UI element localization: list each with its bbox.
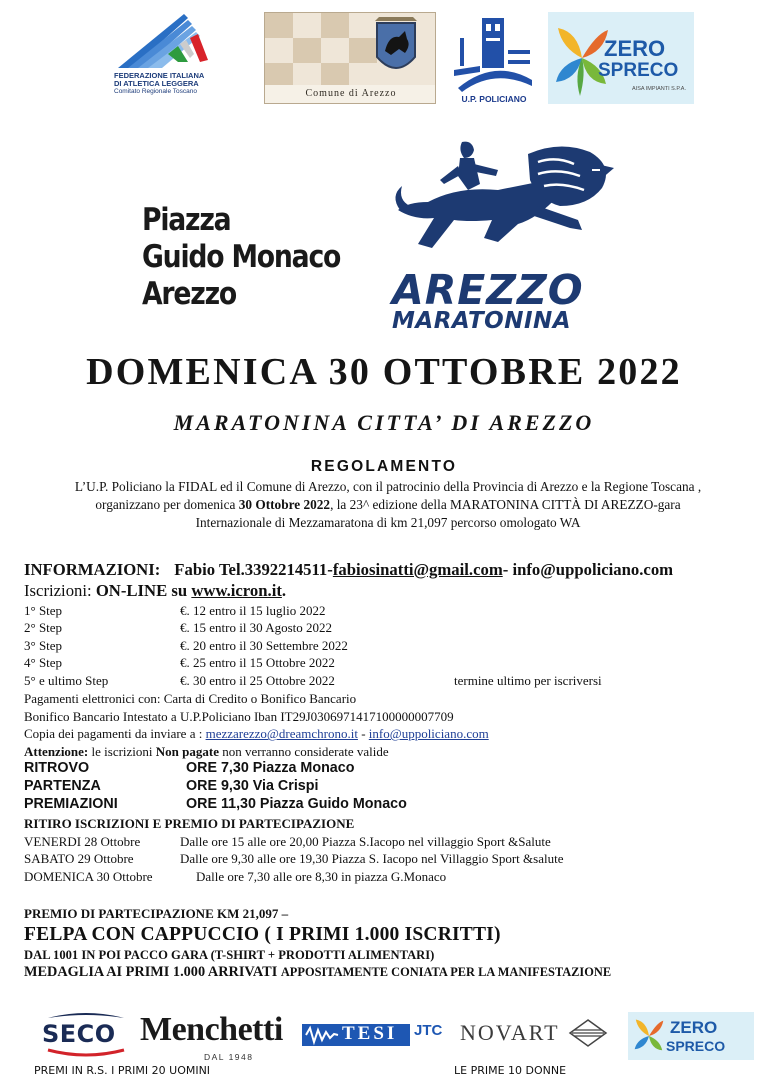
attention-label: Attenzione: — [24, 743, 89, 759]
tesi-wave-icon — [304, 1024, 340, 1046]
premio-felpa: FELPA CON CAPPUCCIO ( I PRIMI 1.000 ISCRITTI) — [24, 924, 501, 945]
step-price: €. 30 entro il 25 Ottobre 2022 — [180, 672, 335, 688]
ritiro-row — [24, 850, 564, 868]
seco-word: SECO — [42, 1020, 116, 1048]
novart-logo — [460, 1016, 610, 1050]
step-label: 2° Step — [24, 620, 63, 636]
medaglia-a: MEDAGLIA AI PRIMI 1.000 ARRIVATI — [24, 964, 281, 980]
schedule-key: PREMIAZIONI — [24, 796, 118, 812]
attention-text-b: Non pagate — [155, 743, 219, 759]
tesi-logo — [302, 1020, 444, 1050]
jtc-word: JTC — [414, 1022, 443, 1039]
intro-line-2c: , la 23^ edizione della MARATONINA CITTÀ DI AREZZO-gara — [330, 497, 681, 512]
premio-head: PREMIO DI PARTECIPAZIONE KM 21,097 – — [24, 906, 289, 921]
schedule-key: PARTENZA — [24, 778, 101, 794]
spreco-word: SPRECO — [666, 1038, 726, 1054]
payments-line-3 — [24, 725, 489, 743]
info-email-link[interactable]: fabiosinatti@gmail.com — [332, 560, 503, 579]
menchetti-since: DAL 1948 — [204, 1052, 254, 1062]
fidal-line3: Comitato Regionale Toscano — [114, 88, 197, 95]
medaglia-b: APPOSITAMENTE CONIATA PER LA MANIFESTAZIONE — [280, 965, 612, 979]
comune-label: Comune di Arezzo — [265, 85, 436, 103]
step-label: 4° Step — [24, 655, 63, 671]
event-date-title: DOMENICA 30 OTTOBRE 2022 — [86, 351, 682, 393]
zero-word: ZERO — [604, 36, 666, 61]
event-subtitle: MARATONINA CITTA’ DI AREZZO — [173, 410, 595, 435]
intro-line-2 — [18, 496, 758, 514]
spreco-word: SPRECO — [598, 60, 679, 81]
up-policiano-logo — [452, 10, 536, 106]
ritiro-title: RITIRO ISCRIZIONI E PREMIO DI PARTECIPAZIONE — [24, 816, 355, 831]
zero-company: AISA IMPIANTI S.P.A. — [632, 86, 687, 92]
ritiro-text: Dalle ore 15 alle ore 20,00 Piazza S.Iacopo nel villaggio Sport &Salute — [180, 833, 551, 849]
schedule-key: RITROVO — [24, 760, 90, 776]
fidal-line2: DI ATLETICA LEGGERA — [114, 79, 199, 88]
zero-spreco-logo — [548, 12, 694, 104]
fidal-text — [114, 72, 230, 96]
iscrizioni-label: Iscrizioni: — [24, 581, 96, 600]
info-contact-email: - info@uppoliciano.com — [502, 560, 674, 579]
tower-icon — [452, 10, 536, 94]
leaf-flower-icon — [632, 1014, 666, 1058]
step-price: €. 25 entro il 15 Ottobre 2022 — [180, 655, 335, 671]
lion-runner-icon — [388, 140, 620, 270]
step-price: €. 15 entro il 30 Agosto 2022 — [180, 620, 333, 636]
zero-word: ZERO — [670, 1018, 718, 1037]
schedule-value: ORE 11,30 Piazza Guido Monaco — [186, 796, 407, 812]
brand-maratonina: MARATONINA — [392, 308, 572, 334]
menchetti-word: Menchetti — [140, 1011, 283, 1048]
footer-prizes-men: PREMI IN R.S. I PRIMI 20 UOMINI — [34, 1064, 211, 1077]
payments-sep: - — [357, 726, 369, 742]
fidal-logo — [112, 8, 230, 106]
iscrizioni-mode: ON-LINE su — [95, 581, 192, 600]
iscrizioni-site-link[interactable]: www.icron.it — [191, 581, 282, 600]
step-label: 5° e ultimo Step — [24, 672, 109, 688]
zero-spreco-sponsor-logo — [628, 1012, 754, 1060]
step-note: termine ultimo per iscriversi — [454, 672, 602, 688]
seco-logo — [42, 1010, 130, 1058]
iscrizioni-dot: . — [281, 581, 287, 600]
step-price: €. 20 entro il 30 Settembre 2022 — [180, 637, 348, 653]
step-label: 1° Step — [24, 603, 63, 618]
premio-dal: DAL 1001 IN POI PACCO GARA (T-SHIRT + PRODOTTI ALIMENTARI) — [24, 948, 435, 962]
info-label: INFORMAZIONI: — [24, 560, 161, 579]
attention-text-a: le iscrizioni — [88, 743, 156, 759]
footer-prizes-women: LE PRIME 10 DONNE — [454, 1064, 567, 1077]
tesi-word: TESI — [342, 1023, 398, 1044]
leaf-flower-icon — [552, 18, 612, 98]
premio-medaglia — [24, 964, 611, 981]
attention-line — [24, 743, 489, 761]
place-line-3: Arezzo — [142, 276, 236, 312]
novart-word: NOVART — [460, 1020, 560, 1045]
ritiro-day: VENERDI 28 Ottobre — [24, 833, 141, 849]
step-label: 3° Step — [24, 637, 63, 653]
uppoliciano-email-link[interactable]: info@uppoliciano.com — [368, 726, 489, 742]
intro-line-1: L’U.P. Policiano la FIDAL ed il Comune di Arezzo, con il patrocinio della Provincia di Arezzo e la Regione Toscana , — [74, 479, 702, 494]
info-contact-phone: Fabio Tel.3392214511- — [174, 560, 333, 579]
intro-line-2a: organizzano per domenica — [95, 497, 239, 512]
intro-line-3: Internazionale di Mezzamaratona di km 21,097 percorso omologato WA — [195, 515, 581, 530]
dreamchrono-email-link[interactable]: mezzarezzo@dreamchrono.it — [205, 726, 358, 742]
fidal-emblem-icon — [112, 8, 230, 72]
info-line — [24, 560, 673, 580]
brand-arezzo: AREZZO — [392, 266, 584, 314]
ritiro-text: Dalle ore 7,30 alle ore 8,30 in piazza G.Monaco — [196, 868, 447, 884]
place-block — [142, 202, 340, 313]
intro-date: 30 Ottobre 2022 — [238, 497, 331, 512]
regolamento-intro — [18, 478, 758, 532]
iscrizioni-line — [24, 581, 286, 601]
place-line-2: Guido Monaco — [142, 239, 341, 275]
step-price: €. 12 entro il 15 luglio 2022 — [180, 603, 326, 618]
ritiro-day: DOMENICA 30 Ottobre — [24, 868, 153, 884]
place-line-1: Piazza — [142, 202, 231, 238]
ritiro-row — [24, 833, 551, 851]
regolamento-title: REGOLAMENTO — [310, 458, 458, 475]
attention-text-c: non verranno considerate valide — [218, 743, 389, 759]
schedule-value: ORE 9,30 Via Crispi — [186, 778, 319, 794]
ritiro-text: Dalle ore 9,30 alle ore 19,30 Piazza S. Iacopo nel Villaggio Sport &salute — [180, 851, 564, 867]
arezzo-maratonina-logo — [388, 140, 620, 344]
menchetti-logo — [140, 1010, 288, 1066]
payments-block — [24, 690, 489, 760]
payments-line-1: Pagamenti elettronici con: Carta di Credito o Bonifico Bancario — [24, 691, 357, 706]
ritiro-block — [24, 815, 564, 885]
ritiro-row — [24, 868, 447, 886]
ritiro-day: SABATO 29 Ottobre — [24, 851, 134, 867]
upp-label: U.P. POLICIANO — [461, 94, 527, 104]
payments-iban: Bonifico Bancario Intestato a U.P.Policiano Iban IT29J0306971417100000007709 — [24, 708, 454, 724]
comune-arezzo-logo — [264, 12, 436, 104]
payments-prefix: Copia dei pagamenti da inviare a : — [24, 726, 206, 742]
novart-diamond-icon — [568, 1018, 608, 1048]
fidal-line1: FEDERAZIONE ITALIANA — [114, 71, 205, 80]
checker-pattern-icon — [265, 13, 436, 87]
schedule-value: ORE 7,30 Piazza Monaco — [186, 760, 355, 776]
